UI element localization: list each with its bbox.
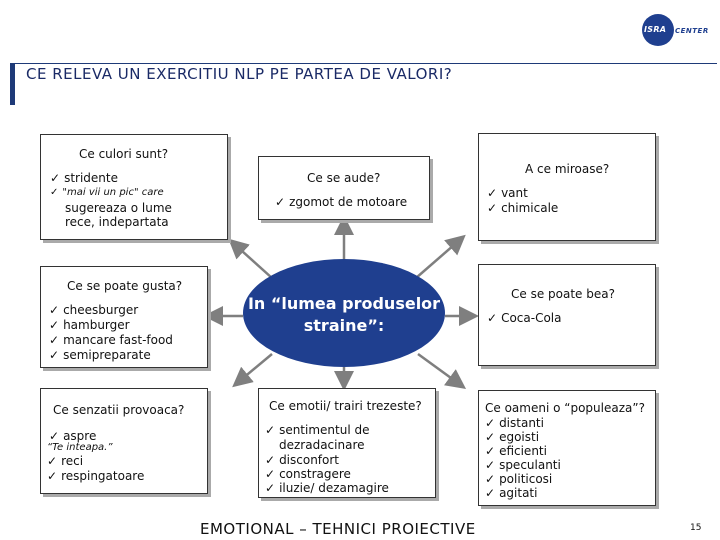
box-gusta bbox=[40, 266, 208, 368]
box-oameni-item: ✓ distanti bbox=[485, 416, 544, 430]
box-emotii-item: ✓ disconfort bbox=[265, 453, 339, 467]
box-emotii-item: ✓ sentimentul de bbox=[265, 423, 369, 437]
box-gusta-head: Ce se poate gusta? bbox=[67, 279, 183, 293]
box-senzatii-item: ✓ reci bbox=[47, 454, 83, 468]
footer-text: EMOTIONAL – TEHNICI PROIECTIVE bbox=[200, 520, 476, 538]
box-miroase-head: A ce miroase? bbox=[525, 162, 610, 176]
box-emotii-item: ✓ constragere bbox=[265, 467, 351, 481]
box-aude-item: ✓ zgomot de motoare bbox=[275, 195, 407, 209]
center-ellipse bbox=[243, 259, 445, 367]
box-culori-item: ✓ "mai vii un pic" care bbox=[50, 186, 164, 200]
box-senzatii-item: ✓ aspre bbox=[49, 429, 96, 443]
box-culori-item: sugereaza o lume bbox=[65, 201, 172, 215]
box-aude-head: Ce se aude? bbox=[307, 171, 381, 185]
arrow-to-senzatii bbox=[236, 354, 272, 384]
box-oameni-item: ✓ speculanti bbox=[485, 458, 561, 472]
box-oameni bbox=[478, 390, 656, 506]
box-oameni-head: Ce oameni o “populeaza”? bbox=[485, 401, 645, 415]
arrow-to-miroase bbox=[416, 238, 462, 278]
box-senzatii bbox=[40, 388, 208, 494]
box-culori-item: rece, indepartata bbox=[65, 215, 169, 229]
box-culori-head: Ce culori sunt? bbox=[79, 147, 169, 161]
box-oameni-item: ✓ eficienti bbox=[485, 444, 547, 458]
box-bea bbox=[478, 264, 656, 366]
box-senzatii-item: “Te inteapa.” bbox=[47, 442, 113, 453]
box-miroase bbox=[478, 133, 656, 241]
box-aude bbox=[258, 156, 430, 220]
box-miroase-item: ✓ chimicale bbox=[487, 201, 558, 215]
box-oameni-item: ✓ politicosi bbox=[485, 472, 552, 486]
box-gusta-item: ✓ semipreparate bbox=[49, 348, 151, 362]
box-culori bbox=[40, 134, 228, 240]
box-miroase-item: ✓ vant bbox=[487, 186, 528, 200]
logo-brand: ISRA bbox=[644, 25, 667, 34]
center-line1: In “lumea produselor bbox=[247, 294, 441, 313]
slide-title: CE RELEVA UN EXERCITIU NLP PE PARTEA DE VALORI? bbox=[26, 65, 453, 83]
box-emotii-head: Ce emotii/ trairi trezeste? bbox=[269, 399, 422, 413]
box-senzatii-item: ✓ respingatoare bbox=[47, 469, 144, 483]
box-oameni-item: ✓ egoisti bbox=[485, 430, 539, 444]
box-gusta-item: ✓ mancare fast-food bbox=[49, 333, 173, 347]
box-bea-item: ✓ Coca-Cola bbox=[487, 311, 561, 325]
box-culori-item: ✓ stridente bbox=[50, 171, 118, 185]
box-oameni-item: ✓ agitati bbox=[485, 486, 537, 500]
page-number: 15 bbox=[690, 523, 702, 533]
box-bea-head: Ce se poate bea? bbox=[511, 287, 615, 301]
box-emotii-item: ✓ iluzie/ dezamagire bbox=[265, 481, 389, 495]
logo-center-text: CENTER bbox=[675, 27, 709, 35]
box-senzatii-head: Ce senzatii provoaca? bbox=[53, 403, 185, 417]
box-gusta-item: ✓ hamburger bbox=[49, 318, 130, 332]
box-gusta-item: ✓ cheesburger bbox=[49, 303, 138, 317]
box-emotii-item: dezradacinare bbox=[279, 438, 365, 452]
arrow-to-culori bbox=[232, 242, 272, 278]
arrow-to-oameni bbox=[418, 354, 462, 386]
box-emotii bbox=[258, 388, 436, 498]
center-line2: straine”: bbox=[303, 316, 385, 335]
